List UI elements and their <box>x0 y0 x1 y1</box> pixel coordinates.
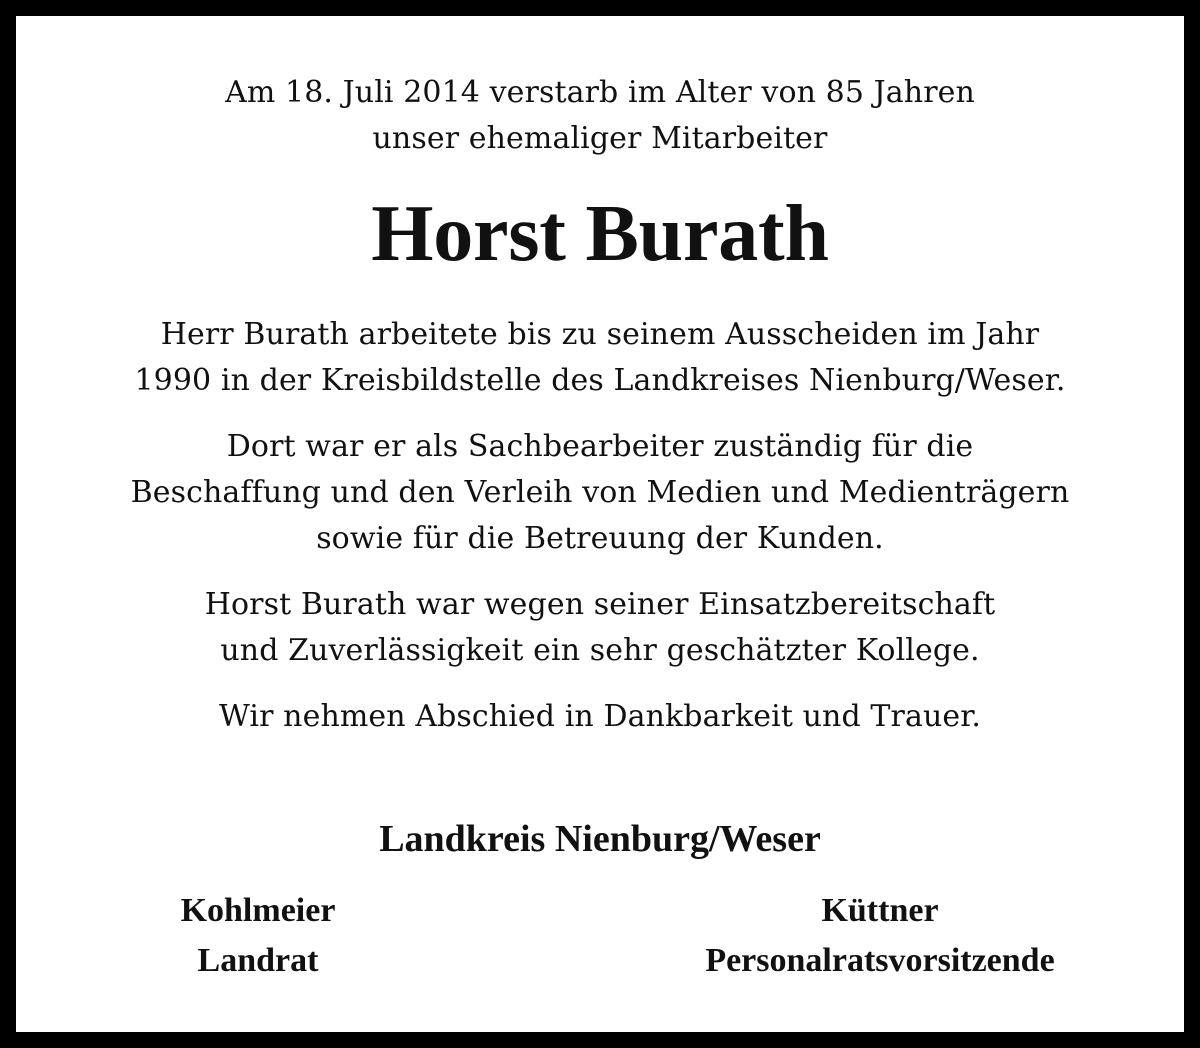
paragraph-2-line-1: Dort war er als Sachbearbeiter zuständig für die <box>226 429 974 464</box>
deceased-name: Horst Burath <box>371 190 829 278</box>
paragraph-2-line-2: Beschaffung und den Verleih von Medien und Medienträgern <box>130 475 1070 510</box>
signatory-2-name: Küttner <box>821 892 939 929</box>
paragraph-4-line-1: Wir nehmen Abschied in Dankbarkeit und Trauer. <box>218 699 982 734</box>
signatory-1-name: Kohlmeier <box>180 892 336 929</box>
paragraph-3-line-2: und Zuverlässigkeit ein sehr geschätzter Kollege. <box>220 633 980 668</box>
paragraph-1-line-2: 1990 in der Kreisbildstelle des Landkreises Nienburg/Weser. <box>134 363 1066 398</box>
intro-line-1: Am 18. Juli 2014 verstarb im Alter von 85 Jahren <box>225 75 975 110</box>
paragraph-3-line-1: Horst Burath war wegen seiner Einsatzbereitschaft <box>204 587 996 622</box>
signatory-1-title: Landrat <box>197 942 319 979</box>
organization-name: Landkreis Nienburg/Weser <box>379 818 821 860</box>
paragraph-2-line-3: sowie für die Betreuung der Kunden. <box>316 521 884 556</box>
signatory-2-title: Personalratsvorsitzende <box>705 942 1055 979</box>
paragraph-1-line-1: Herr Burath arbeitete bis zu seinem Ausscheiden im Jahr <box>160 317 1040 352</box>
intro-line-2: unser ehemaliger Mitarbeiter <box>372 121 828 156</box>
